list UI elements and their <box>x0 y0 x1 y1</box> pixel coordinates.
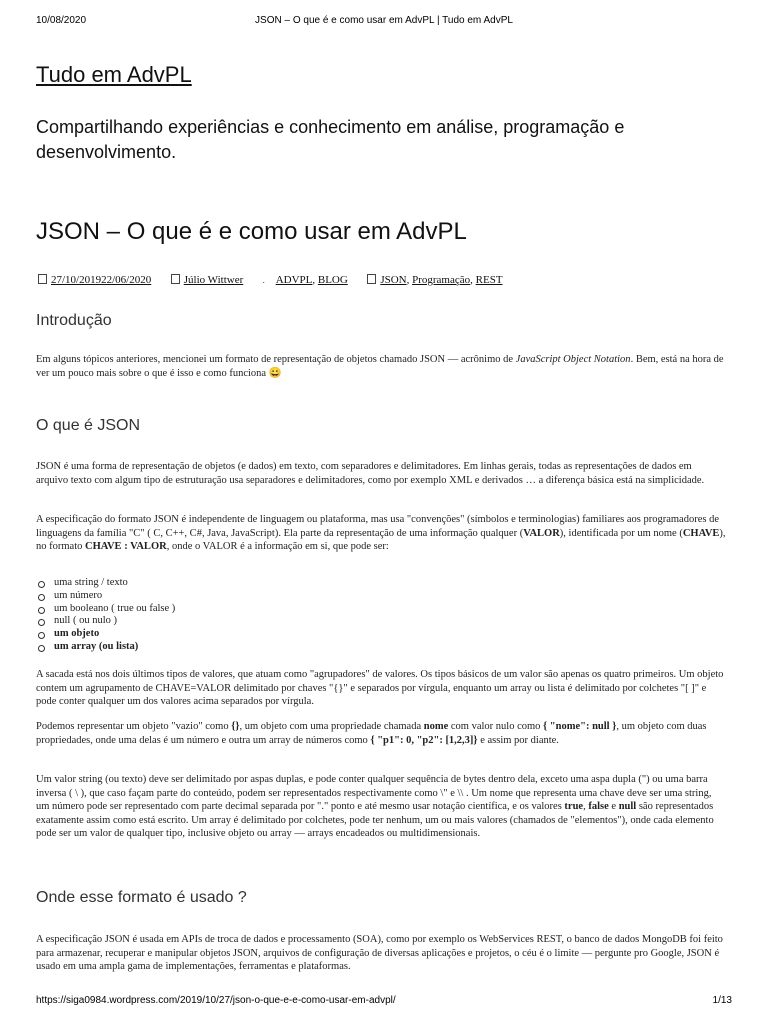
value-types-list <box>38 577 175 654</box>
print-footer <box>36 995 732 1009</box>
list-item: um booleano ( true ou false ) <box>38 603 175 616</box>
category-advpl-link[interactable]: ADVPL <box>275 274 313 286</box>
post-meta: 27/10/201922/06/2020 Júlio Wittwer . ADVPL, BLOG JSON, Programação, REST <box>38 274 503 286</box>
print-page-title: JSON – O que é e como usar em AdvPL | Tudo em AdvPL <box>255 15 513 26</box>
tag-icon <box>367 274 376 284</box>
what-paragraph-1: JSON é uma forma de representação de objetos (e dados) em texto, com separadores e delimitadores. Em linhas gerais, todas as representações de dados em arquivo texto com algum tipo de estruturação usa separadores e delimitadores, como por exemplo XML e derivados … a diferença básica está na simplicidade. <box>36 461 705 486</box>
where-paragraph-1: A especificação JSON é usada em APIs de troca de dados e processamento (SOA), como por exemplo os WebServices REST, o banco de dados MongoDB foi feito para armazenar, recuperar e manipular objetos JSON, arquivos de configuração de diversas aplicações e projetos, o céu é o limite — pergunte pro Google, JSON é usado em uma ampla gama de implementações, ferramentas e plataformas. <box>36 934 723 972</box>
print-date: 10/08/2020 <box>36 15 87 26</box>
list-item: um número <box>38 590 175 603</box>
list-item: um objeto <box>38 628 175 641</box>
category-blog-link[interactable]: BLOG <box>317 274 348 286</box>
tag-programacao-link[interactable]: Programação <box>412 274 471 286</box>
section-heading-onde-usado: Onde esse formato é usado ? <box>36 889 247 906</box>
print-header <box>36 15 732 29</box>
section-heading-o-que-e-json: O que é JSON <box>36 417 141 434</box>
post-title: JSON – O que é e como usar em AdvPL <box>36 218 467 245</box>
author-link[interactable]: Júlio Wittwer <box>183 274 244 286</box>
user-icon <box>171 274 180 284</box>
site-title-link[interactable]: Tudo em AdvPL <box>36 62 192 87</box>
list-item: uma string / texto <box>38 577 175 590</box>
what-paragraph-4: Podemos representar um objeto "vazio" como {}, um objeto com uma propriedade chamada nome com valor nulo como { "nome": null }, um objeto com duas propriedades, onde uma delas é um número e outra um array de números como { "p1": 0, "p2": [1,2,3]} e assim por diante. <box>36 721 707 746</box>
folder-icon: . <box>262 276 265 285</box>
calendar-icon <box>38 274 47 284</box>
tag-json-link[interactable]: JSON <box>380 274 407 286</box>
list-item: um array (ou lista) <box>38 641 175 654</box>
intro-paragraph: Em alguns tópicos anteriores, mencionei um formato de representação de objetos chamado JSON — acrônimo de JavaScript Object Notation. Bem, está na hora de ver um pouco mais sobre o que é isso e como funciona 😀 <box>36 354 724 379</box>
page-number: 1/13 <box>712 995 732 1006</box>
what-paragraph-2: A especificação do formato JSON é independente de linguagem ou plataforma, mas usa "convenções" (símbolos e terminologias) familiares aos programadores de linguagens da família "C" ( C, C++, C#, Java, JavaScript). Ela parte da representação de uma informação qualquer (VALOR), identificada por um nome (CHAVE), no formato CHAVE : VALOR, onde o VALOR é a informação em si, que pode ser: <box>36 514 726 552</box>
section-heading-introducao: Introdução <box>36 312 112 329</box>
what-paragraph-5: Um valor string (ou texto) deve ser delimitado por aspas duplas, e pode conter qualquer sequência de bytes dentro dela, exceto uma aspa dupla (") ou uma barra inversa ( \ ), que caso façam parte do conteúdo, podem ser representados respectivamente como \" e \\ . Um nome que representa uma chave deve ser uma string, um número pode ser representado com parte decimal separada por "." ponto e até mesmo usar notação científica, e os valores true, false e null são representados exatamente assim como está escrito. Um array é delimitado por colchetes, pode ter nenhum, um ou mais valores (chamados de "elementos"), onde cada elemento pode ser um valor de qualquer tipo, inclusive objeto ou array — arrays encadeados ou multidimensionais. <box>36 774 714 839</box>
site-tagline: Compartilhando experiências e conhecimento em análise, programação e desenvolvimento. <box>36 117 625 162</box>
page-url: https://siga0984.wordpress.com/2019/10/27/json-o-que-e-e-como-usar-em-advpl/ <box>36 995 396 1006</box>
tag-rest-link[interactable]: REST <box>475 274 503 286</box>
list-item: null ( ou nulo ) <box>38 615 175 628</box>
what-paragraph-3: A sacada está nos dois últimos tipos de valores, que atuam como "agrupadores" de valores. Os tipos básicos de um valor são apenas os quatro primeiros. Um objeto contem um agrupamento de CHAVE=VALOR delimitado por chaves "{}" e separados por vírgula, enquanto um array ou lista é delimitado por colchetes "[ ]" e pode conter qualquer um dos valores acima separados por vírgula. <box>36 669 724 707</box>
post-date-link[interactable]: 27/10/201922/06/2020 <box>51 274 152 286</box>
